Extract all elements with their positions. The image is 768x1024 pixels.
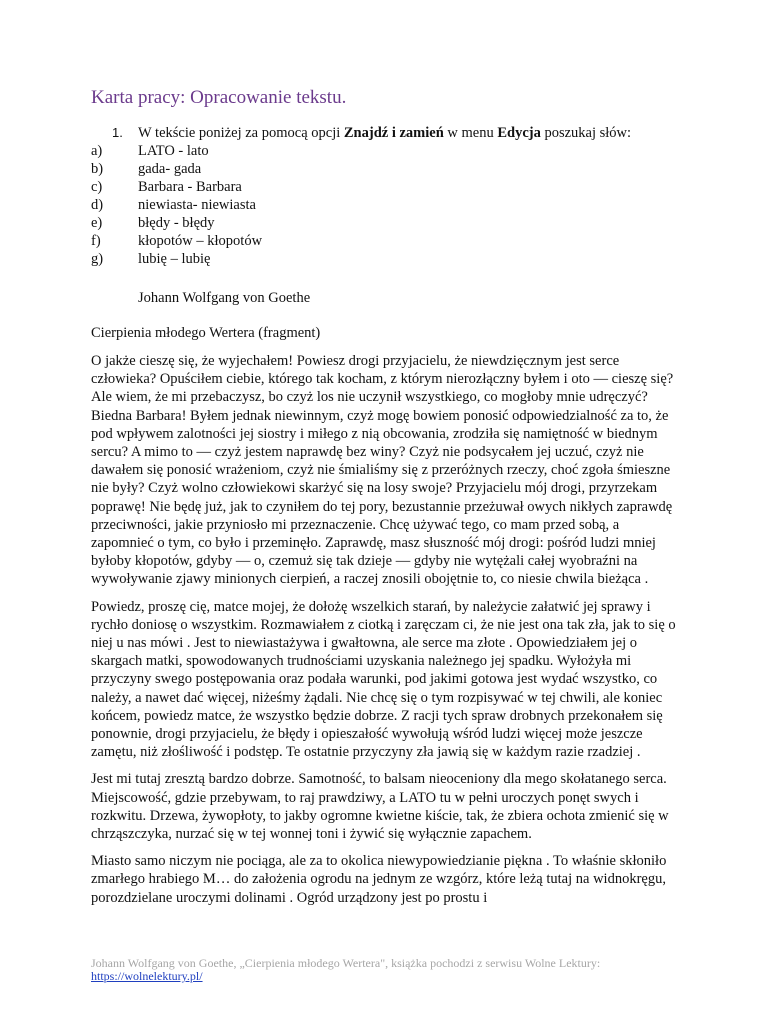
list-item-text: lubię – lubię [138,251,211,267]
list-item-text: błędy - błędy [138,215,215,231]
instruction-text-2: w menu [443,125,498,141]
list-item [91,196,681,214]
list-item-text: kłopotów – kłopotów [138,233,263,249]
list-item-letter: g) [91,251,104,267]
paragraph: O jakże cieszę się, że wyjechałem! Powiesz drogi przyjacielu, że niewdzięcznym jest serce człowieka? Opuściłem ciebie, którego tak kocham, z którym nierozłączny byłem i oto — cieszę się? Ale wiem, że mi przebaczysz, bo czyż los nie uczynił wszystkiego, co mogłoby mnie udręczyć? Biedna Barbara! Byłem jednak niewinnym, czyż mogę bowiem ponosić odpowiedzialność za to, że pod wpływem zalotności jej siostry i miłego z nią obcowania, zrodziła się namiętność w biednym sercu? A mimo to — czyż jestem naprawdę bez winy? Czyż nie podsycałem jej uczuć, czyż nie dawałem się ponosić wrażeniom, czyż nie śmialiśmy się z przeróżnych rzeczy, choć zgoła śmieszne nie były? Czyż wolno człowiekowi skarżyć się na losy swoje? Przyjacielu mój drogi, przyrzekam poprawę! Nie będę już, jak to czyniłem do tej pory, bezustannie przeżuwał owych nikłych zaprawdę przeciwności, jakie przyniosło mi przeznaczenie. Chcę używać tego, co mam przed sobą, a zapomnieć o tym, co było i przeminęło. Zaprawdę, masz słuszność mój drogi: pośród ludzi mniej byłoby kłopotów, gdyby — o, czemuż się tak dzieje — gdyby nie wytężali całej wyobraźni na wywoływanie zjawy minionych cierpień, a raczej znosili obojętnie to, co niesie chwila bieżąca . [91,353,674,588]
page-footer [91,957,691,983]
instruction-bold-edit: Edycja [497,125,541,141]
list-item [91,250,681,268]
list-item-text: Barbara - Barbara [138,179,242,195]
list-item-text: LATO - lato [138,143,209,159]
list-item-text: gada- gada [138,161,202,177]
footer-text: Johann Wolfgang von Goethe, „Cierpienia młodego Wertera", książka pochodzi z serwisu Wolne Lektury: [91,956,601,970]
list-item-letter: f) [91,233,101,249]
list-item-text: niewiasta- niewiasta [138,197,256,213]
word-list [91,142,681,268]
footer-link[interactable]: https://wolnelektury.pl/ [91,969,203,983]
instruction-bold-find-replace: Znajdź i zamień [343,125,444,141]
list-item [91,214,681,232]
list-item [91,142,681,160]
list-item-letter: e) [91,215,103,231]
author-name: Johann Wolfgang von Goethe [138,290,311,306]
instruction-text-3: poszukaj słów: [540,125,632,141]
instruction-number: 1. [112,125,123,140]
list-item-letter: a) [91,143,103,159]
list-item-letter: c) [91,179,103,195]
instruction-line [91,124,681,142]
list-item [91,160,681,178]
list-item-letter: d) [91,197,104,213]
page-title: Karta pracy: Opracowanie tekstu. [91,87,347,108]
instruction-text-1: W tekście poniżej za pomocą opcji [138,125,344,141]
list-item [91,232,681,250]
paragraph: Jest mi tutaj zresztą bardzo dobrze. Samotność, to balsam nieoceniony dla mego skołatanego serca. Miejscowość, gdzie przebywam, to raj prawdziwy, a LATO tu w pełni uroczych ponęt swych i rozkwitu. Drzewa, żywopłoty, to jakby ogromne kwietne kiście, tak, że zbiera ochota zmienić się w chrząszczyka, nurzać się w tej wonnej toni i żywić się wyłącznie zapachem. [91,771,669,843]
list-item-letter: b) [91,161,104,177]
document-page [91,86,681,907]
list-item [91,178,681,196]
paragraph: Powiedz, proszę cię, matce mojej, że dołożę wszelkich starań, by należycie załatwić jej sprawy i rychło doniosę o wszystkim. Rozmawiałem z ciotką i zaręczam ci, że nie jest ona tak zła, jak to się o niej u nas mówi . Jest to niewiastażywa i gwałtowna, ale serce ma złote . Opowiedziałem jej o skargach matki, spowodowanych trudnościami uzyskania należnego jej spadku. Wyłożyła mi przyczyny swego postępowania oraz podała warunki, pod jakimi gotowa jest wydać wszystko, co należy, a nawet dać więcej, niżeśmy żądali. Nie chcę się o tym rozpisywać w tej chwili, ale koniec końcem, powiedz matce, że wszystko będzie dobrze. Z racji tych spraw drobnych przekonałem się ponownie, drogi przyjacielu, że błędy i opieszałość wywołują wśród ludzi więcej może jeszcze zamętu, niż złośliwość i podstęp. Te ostatnie przyczyny zła jawią się w każdym razie rzadziej . [91,598,676,761]
paragraph: Miasto samo niczym nie pociąga, ale za to okolica niewypowiedzianie piękna . To właśnie skłoniło zmarłego hrabiego M… do założenia ogrodu na jednym ze wzgórz, które leżą tutaj na widnokręgu, porozdzielane uroczymi dolinami . Ogród urządzony jest po prostu i [91,853,667,906]
work-subtitle: Cierpienia młodego Wertera (fragment) [91,325,321,341]
